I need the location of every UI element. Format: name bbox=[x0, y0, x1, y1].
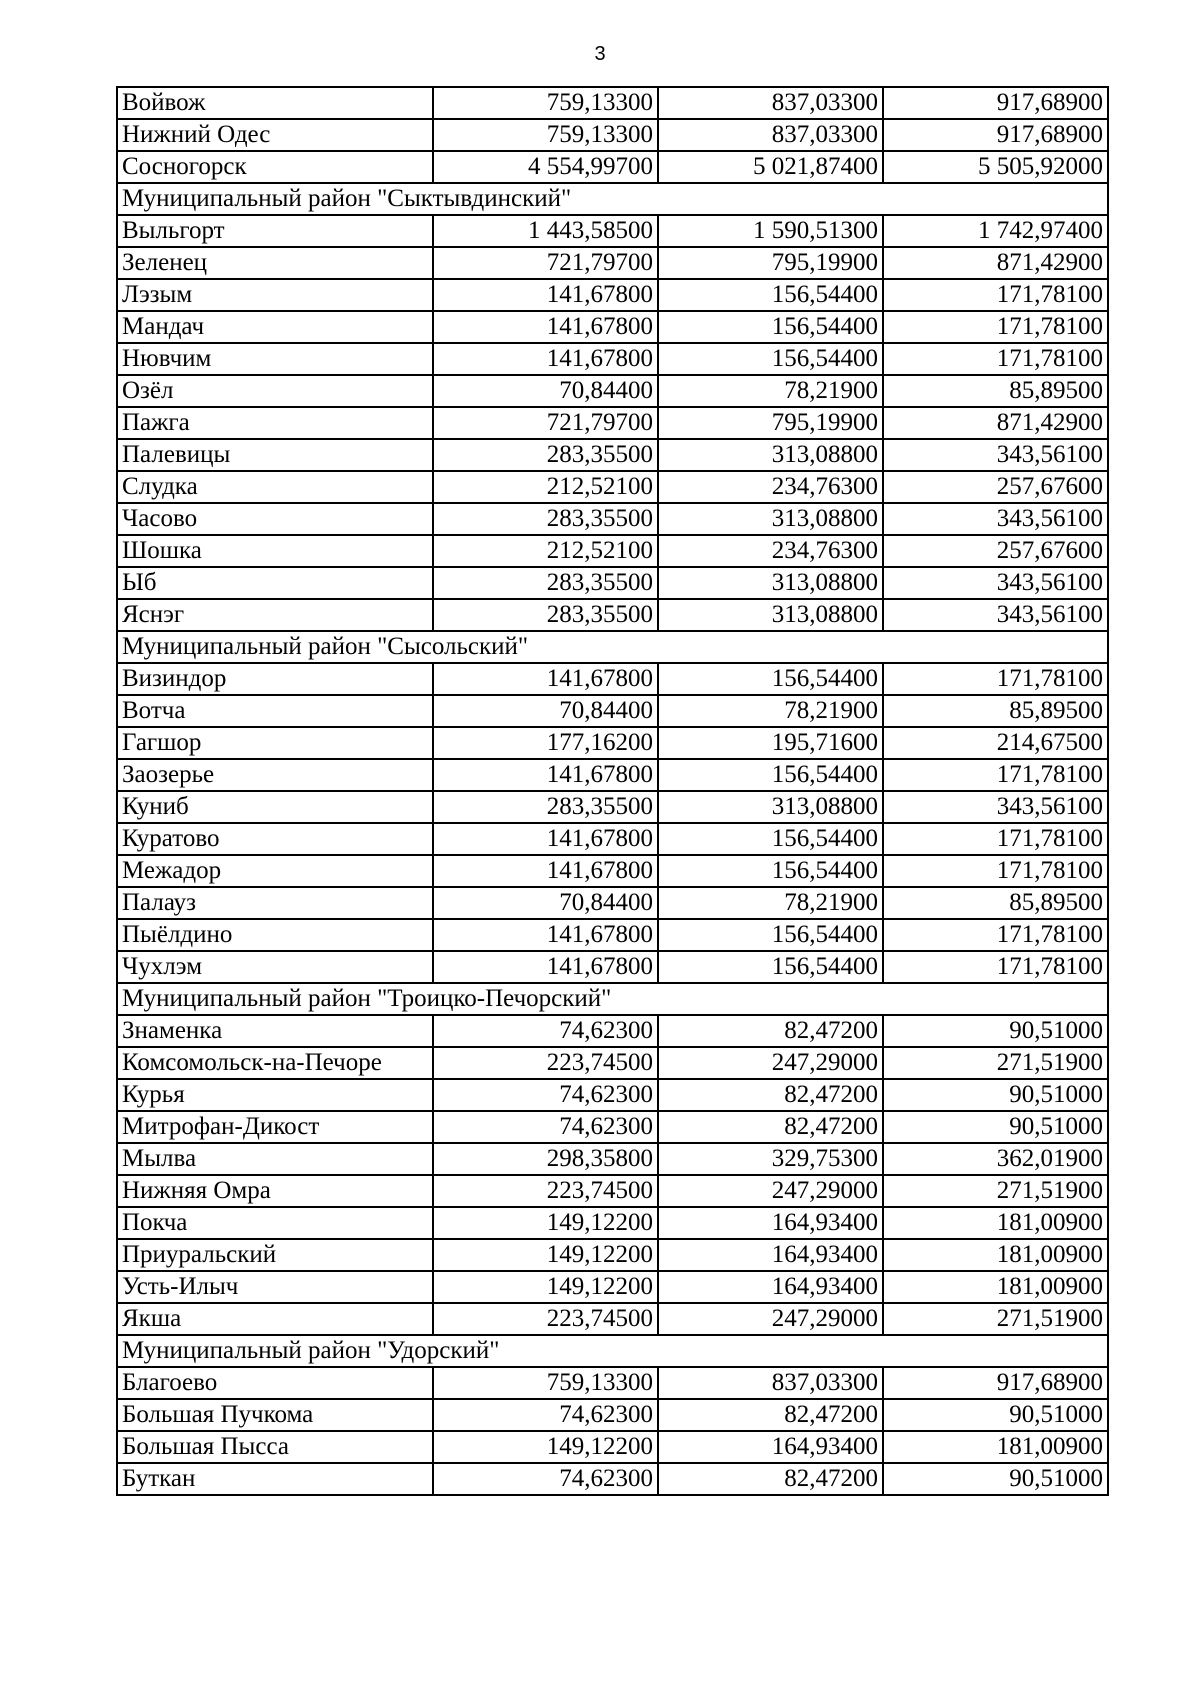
table-row bbox=[117, 87, 1108, 119]
value-cell-1: 141,67800 bbox=[433, 279, 658, 311]
settlement-name-cell: Палауз bbox=[117, 887, 433, 919]
value-cell-3: 362,01900 bbox=[883, 1143, 1108, 1175]
value-cell-1: 223,74500 bbox=[433, 1047, 658, 1079]
value-cell-1: 283,35500 bbox=[433, 599, 658, 631]
value-cell-3: 257,67600 bbox=[883, 535, 1108, 567]
district-row bbox=[117, 983, 1108, 1015]
value-cell-2: 247,29000 bbox=[658, 1047, 883, 1079]
value-cell-3: 181,00900 bbox=[883, 1271, 1108, 1303]
table-row bbox=[117, 727, 1108, 759]
value-cell-2: 313,08800 bbox=[658, 439, 883, 471]
table-row bbox=[117, 855, 1108, 887]
settlement-name-cell: Зеленец bbox=[117, 247, 433, 279]
table-row bbox=[117, 1271, 1108, 1303]
settlement-name-cell: Нижняя Омра bbox=[117, 1175, 433, 1207]
value-cell-3: 5 505,92000 bbox=[883, 151, 1108, 183]
value-cell-2: 82,47200 bbox=[658, 1079, 883, 1111]
value-cell-3: 171,78100 bbox=[883, 919, 1108, 951]
value-cell-3: 171,78100 bbox=[883, 759, 1108, 791]
value-cell-2: 247,29000 bbox=[658, 1175, 883, 1207]
value-cell-1: 70,84400 bbox=[433, 887, 658, 919]
table-row bbox=[117, 503, 1108, 535]
value-cell-3: 917,68900 bbox=[883, 87, 1108, 119]
settlement-name-cell: Куниб bbox=[117, 791, 433, 823]
value-cell-2: 82,47200 bbox=[658, 1399, 883, 1431]
table-row bbox=[117, 951, 1108, 983]
value-cell-2: 247,29000 bbox=[658, 1303, 883, 1335]
value-cell-1: 141,67800 bbox=[433, 855, 658, 887]
table-row bbox=[117, 791, 1108, 823]
value-cell-2: 313,08800 bbox=[658, 503, 883, 535]
table-row bbox=[117, 375, 1108, 407]
settlement-name-cell: Нювчим bbox=[117, 343, 433, 375]
settlement-name-cell: Войвож bbox=[117, 87, 433, 119]
table-row bbox=[117, 1399, 1108, 1431]
value-cell-2: 164,93400 bbox=[658, 1207, 883, 1239]
settlement-name-cell: Усть-Илыч bbox=[117, 1271, 433, 1303]
settlement-name-cell: Гагшор bbox=[117, 727, 433, 759]
value-cell-1: 70,84400 bbox=[433, 375, 658, 407]
value-cell-1: 177,16200 bbox=[433, 727, 658, 759]
value-cell-1: 70,84400 bbox=[433, 695, 658, 727]
settlement-name-cell: Ыб bbox=[117, 567, 433, 599]
value-cell-2: 156,54400 bbox=[658, 663, 883, 695]
value-cell-2: 82,47200 bbox=[658, 1111, 883, 1143]
settlement-name-cell: Слудка bbox=[117, 471, 433, 503]
value-cell-2: 82,47200 bbox=[658, 1015, 883, 1047]
value-cell-2: 837,03300 bbox=[658, 1367, 883, 1399]
value-cell-1: 759,13300 bbox=[433, 119, 658, 151]
value-cell-2: 156,54400 bbox=[658, 855, 883, 887]
value-cell-2: 1 590,51300 bbox=[658, 215, 883, 247]
settlement-name-cell: Куратово bbox=[117, 823, 433, 855]
value-cell-1: 759,13300 bbox=[433, 87, 658, 119]
value-cell-3: 90,51000 bbox=[883, 1111, 1108, 1143]
settlement-name-cell: Сосногорск bbox=[117, 151, 433, 183]
value-cell-2: 329,75300 bbox=[658, 1143, 883, 1175]
settlement-name-cell: Покча bbox=[117, 1207, 433, 1239]
value-cell-1: 721,79700 bbox=[433, 247, 658, 279]
table-row bbox=[117, 439, 1108, 471]
value-cell-3: 171,78100 bbox=[883, 951, 1108, 983]
settlement-name-cell: Знаменка bbox=[117, 1015, 433, 1047]
value-cell-3: 171,78100 bbox=[883, 311, 1108, 343]
value-cell-1: 759,13300 bbox=[433, 1367, 658, 1399]
value-cell-1: 74,62300 bbox=[433, 1463, 658, 1495]
value-cell-3: 85,89500 bbox=[883, 695, 1108, 727]
value-cell-2: 156,54400 bbox=[658, 759, 883, 791]
settlement-name-cell: Приуральский bbox=[117, 1239, 433, 1271]
value-cell-2: 78,21900 bbox=[658, 375, 883, 407]
page-number: 3 bbox=[594, 43, 606, 65]
value-cell-3: 171,78100 bbox=[883, 343, 1108, 375]
table-row bbox=[117, 1303, 1108, 1335]
table-row bbox=[117, 1111, 1108, 1143]
table-row bbox=[117, 215, 1108, 247]
value-cell-2: 78,21900 bbox=[658, 695, 883, 727]
settlement-name-cell: Пажга bbox=[117, 407, 433, 439]
table-row bbox=[117, 695, 1108, 727]
settlement-name-cell: Чухлэм bbox=[117, 951, 433, 983]
value-cell-2: 164,93400 bbox=[658, 1239, 883, 1271]
settlement-name-cell: Якша bbox=[117, 1303, 433, 1335]
value-cell-3: 917,68900 bbox=[883, 1367, 1108, 1399]
value-cell-3: 343,56100 bbox=[883, 503, 1108, 535]
value-cell-3: 871,42900 bbox=[883, 407, 1108, 439]
settlement-name-cell: Мылва bbox=[117, 1143, 433, 1175]
settlement-name-cell: Яснэг bbox=[117, 599, 433, 631]
settlement-name-cell: Пыёлдино bbox=[117, 919, 433, 951]
table-row bbox=[117, 535, 1108, 567]
table-row bbox=[117, 119, 1108, 151]
value-cell-1: 283,35500 bbox=[433, 439, 658, 471]
value-cell-2: 837,03300 bbox=[658, 119, 883, 151]
value-cell-2: 313,08800 bbox=[658, 599, 883, 631]
settlement-name-cell: Выльгорт bbox=[117, 215, 433, 247]
settlement-name-cell: Лэзым bbox=[117, 279, 433, 311]
value-cell-1: 141,67800 bbox=[433, 311, 658, 343]
value-cell-3: 343,56100 bbox=[883, 439, 1108, 471]
settlement-name-cell: Межадор bbox=[117, 855, 433, 887]
value-cell-1: 4 554,99700 bbox=[433, 151, 658, 183]
value-cell-2: 795,19900 bbox=[658, 247, 883, 279]
value-cell-2: 837,03300 bbox=[658, 87, 883, 119]
table-row bbox=[117, 1239, 1108, 1271]
value-cell-1: 223,74500 bbox=[433, 1303, 658, 1335]
settlement-name-cell: Вотча bbox=[117, 695, 433, 727]
settlement-name-cell: Нижний Одес bbox=[117, 119, 433, 151]
value-cell-1: 721,79700 bbox=[433, 407, 658, 439]
value-cell-3: 871,42900 bbox=[883, 247, 1108, 279]
value-cell-2: 82,47200 bbox=[658, 1463, 883, 1495]
value-cell-1: 141,67800 bbox=[433, 759, 658, 791]
value-cell-2: 156,54400 bbox=[658, 919, 883, 951]
value-cell-2: 164,93400 bbox=[658, 1271, 883, 1303]
district-title: Муниципальный район "Удорский" bbox=[117, 1335, 1108, 1367]
value-cell-3: 181,00900 bbox=[883, 1431, 1108, 1463]
settlement-name-cell: Заозерье bbox=[117, 759, 433, 791]
table-row bbox=[117, 279, 1108, 311]
value-cell-2: 234,76300 bbox=[658, 471, 883, 503]
value-cell-3: 171,78100 bbox=[883, 663, 1108, 695]
table-row bbox=[117, 1047, 1108, 1079]
value-cell-3: 85,89500 bbox=[883, 887, 1108, 919]
table-row bbox=[117, 759, 1108, 791]
value-cell-1: 149,12200 bbox=[433, 1271, 658, 1303]
settlement-name-cell: Часово bbox=[117, 503, 433, 535]
table-row bbox=[117, 407, 1108, 439]
value-cell-2: 234,76300 bbox=[658, 535, 883, 567]
table-row bbox=[117, 1079, 1108, 1111]
value-cell-2: 313,08800 bbox=[658, 791, 883, 823]
settlement-name-cell: Визиндор bbox=[117, 663, 433, 695]
settlement-name-cell: Буткан bbox=[117, 1463, 433, 1495]
table-row bbox=[117, 1463, 1108, 1495]
value-cell-3: 343,56100 bbox=[883, 599, 1108, 631]
value-cell-2: 156,54400 bbox=[658, 823, 883, 855]
value-cell-2: 156,54400 bbox=[658, 343, 883, 375]
value-cell-3: 181,00900 bbox=[883, 1207, 1108, 1239]
table-row bbox=[117, 567, 1108, 599]
value-cell-1: 74,62300 bbox=[433, 1399, 658, 1431]
table-body bbox=[117, 87, 1108, 1495]
table-row bbox=[117, 1015, 1108, 1047]
value-cell-1: 141,67800 bbox=[433, 343, 658, 375]
table-row bbox=[117, 343, 1108, 375]
value-cell-3: 271,51900 bbox=[883, 1303, 1108, 1335]
table-row bbox=[117, 919, 1108, 951]
value-cell-3: 271,51900 bbox=[883, 1175, 1108, 1207]
value-cell-1: 141,67800 bbox=[433, 823, 658, 855]
value-cell-3: 343,56100 bbox=[883, 567, 1108, 599]
value-cell-3: 343,56100 bbox=[883, 791, 1108, 823]
value-cell-2: 156,54400 bbox=[658, 311, 883, 343]
value-cell-1: 283,35500 bbox=[433, 503, 658, 535]
value-cell-3: 90,51000 bbox=[883, 1079, 1108, 1111]
table-row bbox=[117, 663, 1108, 695]
value-cell-1: 141,67800 bbox=[433, 919, 658, 951]
value-cell-2: 78,21900 bbox=[658, 887, 883, 919]
value-cell-1: 298,35800 bbox=[433, 1143, 658, 1175]
value-cell-3: 181,00900 bbox=[883, 1239, 1108, 1271]
value-cell-1: 149,12200 bbox=[433, 1207, 658, 1239]
table-row bbox=[117, 151, 1108, 183]
district-row bbox=[117, 631, 1108, 663]
value-cell-1: 212,52100 bbox=[433, 535, 658, 567]
value-cell-3: 1 742,97400 bbox=[883, 215, 1108, 247]
value-cell-3: 917,68900 bbox=[883, 119, 1108, 151]
settlement-name-cell: Митрофан-Дикост bbox=[117, 1111, 433, 1143]
value-cell-3: 257,67600 bbox=[883, 471, 1108, 503]
value-cell-3: 171,78100 bbox=[883, 823, 1108, 855]
settlement-name-cell: Большая Пысса bbox=[117, 1431, 433, 1463]
district-row bbox=[117, 183, 1108, 215]
settlement-name-cell: Шошка bbox=[117, 535, 433, 567]
value-cell-1: 149,12200 bbox=[433, 1431, 658, 1463]
table-row bbox=[117, 1207, 1108, 1239]
value-cell-3: 85,89500 bbox=[883, 375, 1108, 407]
value-cell-2: 5 021,87400 bbox=[658, 151, 883, 183]
table-row bbox=[117, 887, 1108, 919]
value-cell-3: 171,78100 bbox=[883, 855, 1108, 887]
value-cell-2: 195,71600 bbox=[658, 727, 883, 759]
table-row bbox=[117, 599, 1108, 631]
district-title: Муниципальный район "Сысольский" bbox=[117, 631, 1108, 663]
settlement-name-cell: Озёл bbox=[117, 375, 433, 407]
value-cell-2: 156,54400 bbox=[658, 951, 883, 983]
value-cell-2: 313,08800 bbox=[658, 567, 883, 599]
value-cell-1: 141,67800 bbox=[433, 663, 658, 695]
table-row bbox=[117, 247, 1108, 279]
table-row bbox=[117, 1175, 1108, 1207]
value-cell-3: 90,51000 bbox=[883, 1399, 1108, 1431]
value-cell-1: 74,62300 bbox=[433, 1015, 658, 1047]
value-cell-2: 164,93400 bbox=[658, 1431, 883, 1463]
value-cell-2: 795,19900 bbox=[658, 407, 883, 439]
table-row bbox=[117, 471, 1108, 503]
value-cell-3: 90,51000 bbox=[883, 1015, 1108, 1047]
settlement-name-cell: Благоево bbox=[117, 1367, 433, 1399]
value-cell-2: 156,54400 bbox=[658, 279, 883, 311]
settlement-name-cell: Палевицы bbox=[117, 439, 433, 471]
settlement-name-cell: Курья bbox=[117, 1079, 433, 1111]
table-row bbox=[117, 1431, 1108, 1463]
district-title: Муниципальный район "Сыктывдинский" bbox=[117, 183, 1108, 215]
data-table bbox=[116, 86, 1109, 1496]
value-cell-1: 283,35500 bbox=[433, 791, 658, 823]
value-cell-3: 171,78100 bbox=[883, 279, 1108, 311]
settlement-name-cell: Большая Пучкома bbox=[117, 1399, 433, 1431]
table-row bbox=[117, 823, 1108, 855]
value-cell-1: 283,35500 bbox=[433, 567, 658, 599]
table-row bbox=[117, 311, 1108, 343]
settlement-name-cell: Комсомольск-на-Печоре bbox=[117, 1047, 433, 1079]
value-cell-3: 90,51000 bbox=[883, 1463, 1108, 1495]
value-cell-1: 1 443,58500 bbox=[433, 215, 658, 247]
value-cell-1: 212,52100 bbox=[433, 471, 658, 503]
table-row bbox=[117, 1367, 1108, 1399]
value-cell-1: 74,62300 bbox=[433, 1111, 658, 1143]
value-cell-1: 223,74500 bbox=[433, 1175, 658, 1207]
value-cell-1: 149,12200 bbox=[433, 1239, 658, 1271]
value-cell-3: 271,51900 bbox=[883, 1047, 1108, 1079]
value-cell-3: 214,67500 bbox=[883, 727, 1108, 759]
table-row bbox=[117, 1143, 1108, 1175]
value-cell-1: 141,67800 bbox=[433, 951, 658, 983]
settlement-name-cell: Мандач bbox=[117, 311, 433, 343]
district-row bbox=[117, 1335, 1108, 1367]
district-title: Муниципальный район "Троицко-Печорский" bbox=[117, 983, 1108, 1015]
value-cell-1: 74,62300 bbox=[433, 1079, 658, 1111]
